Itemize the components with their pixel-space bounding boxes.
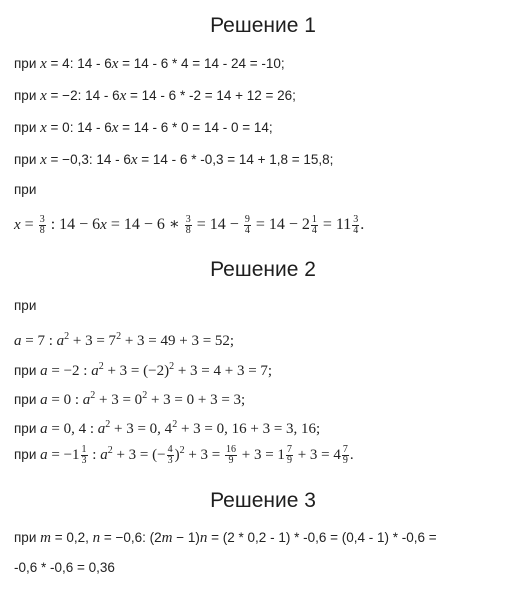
solution-1-line-3: при x = 0: 14 - 6x = 14 - 6 * 0 = 14 - 0 = 14; [14,120,273,136]
fraction: $\frac{1}{4}$ [311,213,317,236]
fraction: $\frac{7}{9}$ [286,444,292,466]
solution-3-heading: Решение 3 [210,489,316,512]
solution-1-heading: Решение 1 [210,14,316,37]
solution-1-pri-label: при [14,182,37,197]
fraction: $\frac{3}{8}$ [39,213,45,236]
solution-2-line-3: при a = 0 : $a^2 + 3 = 0^2 + 3 = 0 + 3 = 3$; [14,390,246,408]
solution-1-formula: x = $\frac{3}{8}$ : 14 − 6x = 14 − 6 ∗ $\frac{3}{8}$ = 14 − $\frac{9}{4}$ = 14 − 2 $\frac{1}{4}$ = 11 $\frac{3}{4}$ . [14,213,365,236]
solution-1-line-1: при x = 4: 14 - 6x = 14 - 6 * 4 = 14 - 24 = -10; [14,56,285,72]
fraction: $\frac{3}{8}$ [185,213,191,236]
solution-3-line-1: при m = 0,2, n = −0,6: (2m − 1)n = (2 * 0,2 - 1) * -0,6 = (0,4 - 1) * -0,6 = [14,530,437,546]
solution-2-pri-label: при [14,298,37,313]
solution-2-line-2: при a = −2 : $a^2 + 3 = (-2)^2 + 3 = 4 + 3 = 7$; [14,361,273,379]
solution-1-line-2: при x = −2: 14 - 6x = 14 - 6 * -2 = 14 + 12 = 26; [14,88,296,104]
fraction: $\frac{4}{3}$ [167,444,173,466]
fraction: $\frac{3}{4}$ [353,213,359,236]
solution-2-line-1: a = 7 : $a^2 + 3 = 7^2 + 3 = 49 + 3 = 52$; [14,331,235,349]
solution-2-heading: Решение 2 [210,258,316,281]
solution-1-line-4: при x = −0,3: 14 - 6x = 14 - 6 * -0,3 = 14 + 1,8 = 15,8; [14,152,334,168]
fraction: $\frac{1}{3}$ [81,444,87,466]
fraction: $\frac{9}{4}$ [244,213,250,236]
fraction: $\frac{16}{9}$ [226,444,237,466]
solution-2-line-5: при a = −1 $\frac{1}{3}$ : $a^2 + 3$ = (− $\frac{4}{3}$ )$^2$ + 3 = $\frac{16}{9}$ + 3 = 1 $\frac{7}{9}$ + 3 = 4 $\frac{7}{9}$ . [14,444,354,466]
fraction: $\frac{7}{9}$ [342,444,348,466]
solution-3-line-2: -0,6 * -0,6 = 0,36 [14,560,115,575]
solution-2-line-4: при a = 0, 4 : $a^2 + 3 = 0$, $4^2 + 3 = 0$, 16 + 3 = 3, 16; [14,419,321,437]
